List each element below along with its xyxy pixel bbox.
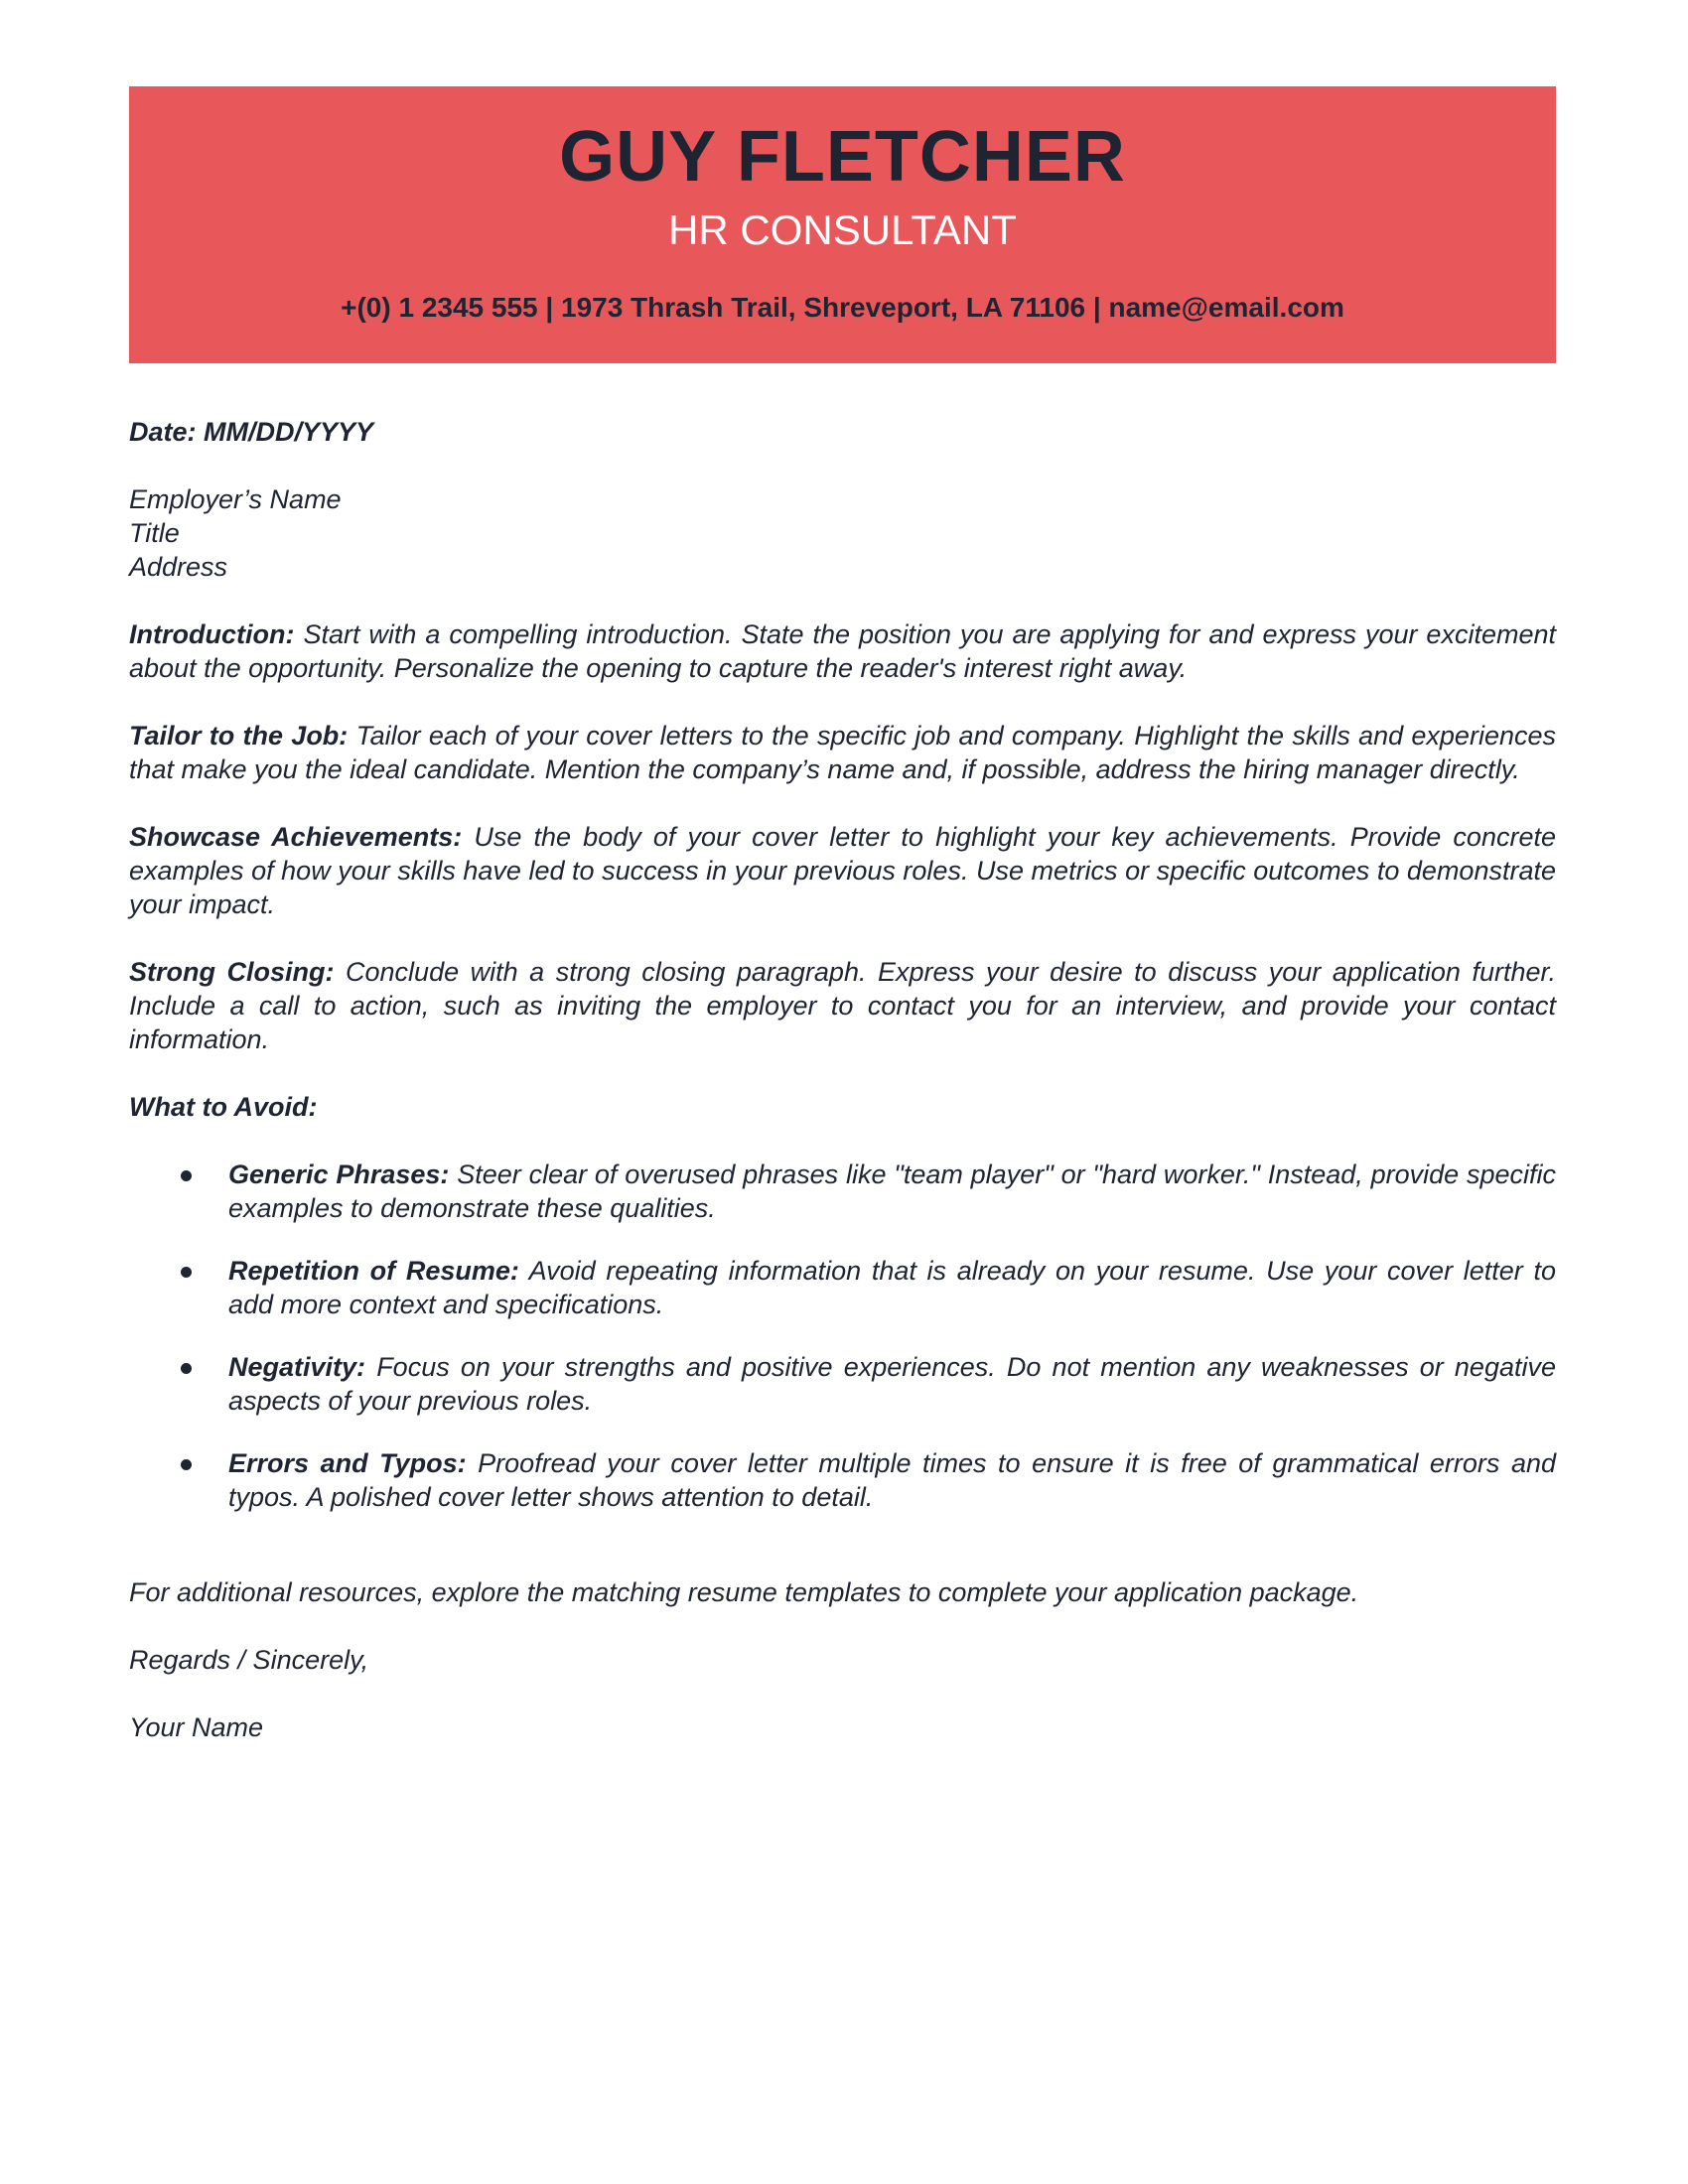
section-text: Start with a compelling introduction. State the position you are applying for and express your excitement about the opportunity. Personalize the opening to capture the reader's interest right away.	[129, 619, 1556, 683]
avoid-list	[129, 1158, 1556, 1514]
avoid-item	[129, 1350, 1556, 1418]
bullet-icon	[181, 1363, 192, 1374]
avoid-item-text: Avoid repeating information that is already on your resume. Use your cover letter to add more context and specifications.	[228, 1256, 1556, 1319]
candidate-name: GUY FLETCHER	[559, 117, 1126, 197]
employer-name: Employer’s Name	[129, 484, 342, 514]
header-banner	[129, 86, 1556, 363]
section-introduction	[129, 617, 1556, 685]
signature: Your Name	[129, 1712, 264, 1742]
contact-line: +(0) 1 2345 555 | 1973 Thrash Trail, Shreveport, LA 71106 | name@email.com	[341, 292, 1344, 323]
avoid-heading	[129, 1090, 1556, 1124]
avoid-item-text: Steer clear of overused phrases like "team player" or "hard worker." Instead, provide specific examples to demonstrate these qualities.	[228, 1160, 1556, 1223]
avoid-item-heading: Generic Phrases:	[228, 1160, 450, 1189]
employer-title: Title	[129, 518, 180, 548]
section-heading: Strong Closing:	[129, 957, 335, 987]
avoid-item-heading: Errors and Typos:	[228, 1448, 467, 1478]
section-heading: Tailor to the Job:	[129, 721, 349, 751]
bullet-icon	[181, 1267, 192, 1278]
section-text: Conclude with a strong closing paragraph. Express your desire to discuss your application further. Include a call to action, such as inviting the employer to contact you for an interview, and provide your contact information.	[129, 957, 1556, 1054]
avoid-item	[129, 1158, 1556, 1225]
section-text: Use the body of your cover letter to highlight your key achievements. Provide concrete examples of how your skills have led to success in your previous roles. Use metrics or specific outcomes to demonstrate your impact.	[129, 822, 1556, 919]
section-closing	[129, 955, 1556, 1056]
avoid-item-heading: Repetition of Resume:	[228, 1256, 519, 1286]
avoid-item-heading: Negativity:	[228, 1352, 366, 1382]
avoid-heading-text: What to Avoid:	[129, 1092, 318, 1122]
bullet-icon	[181, 1170, 192, 1181]
candidate-title: HR CONSULTANT	[668, 206, 1017, 253]
avoid-item-text: Focus on your strengths and positive experiences. Do not mention any weaknesses or negative aspects of your previous roles.	[228, 1352, 1556, 1416]
avoid-item	[129, 1446, 1556, 1514]
closing-line: Regards / Sincerely,	[129, 1645, 369, 1675]
section-heading: Showcase Achievements:	[129, 822, 463, 852]
section-tailor	[129, 719, 1556, 786]
avoid-item-text: Proofread your cover letter multiple times to ensure it is free of grammatical errors and typos. A polished cover letter shows attention to detail.	[228, 1448, 1556, 1512]
bullet-icon	[181, 1459, 192, 1470]
date-line	[129, 415, 1556, 449]
section-achievements	[129, 820, 1556, 921]
resources-note: For additional resources, explore the matching resume templates to complete your application package.	[129, 1577, 1359, 1607]
date-text: Date: MM/DD/YYYY	[129, 417, 374, 447]
section-heading: Introduction:	[129, 619, 295, 649]
avoid-item	[129, 1254, 1556, 1321]
section-text: Tailor each of your cover letters to the specific job and company. Highlight the skills and experiences that make you the ideal candidate. Mention the company’s name and, if possible, address the hiring manager directly.	[129, 721, 1556, 784]
letter-body	[129, 415, 1556, 1778]
employer-address: Address	[129, 552, 228, 582]
